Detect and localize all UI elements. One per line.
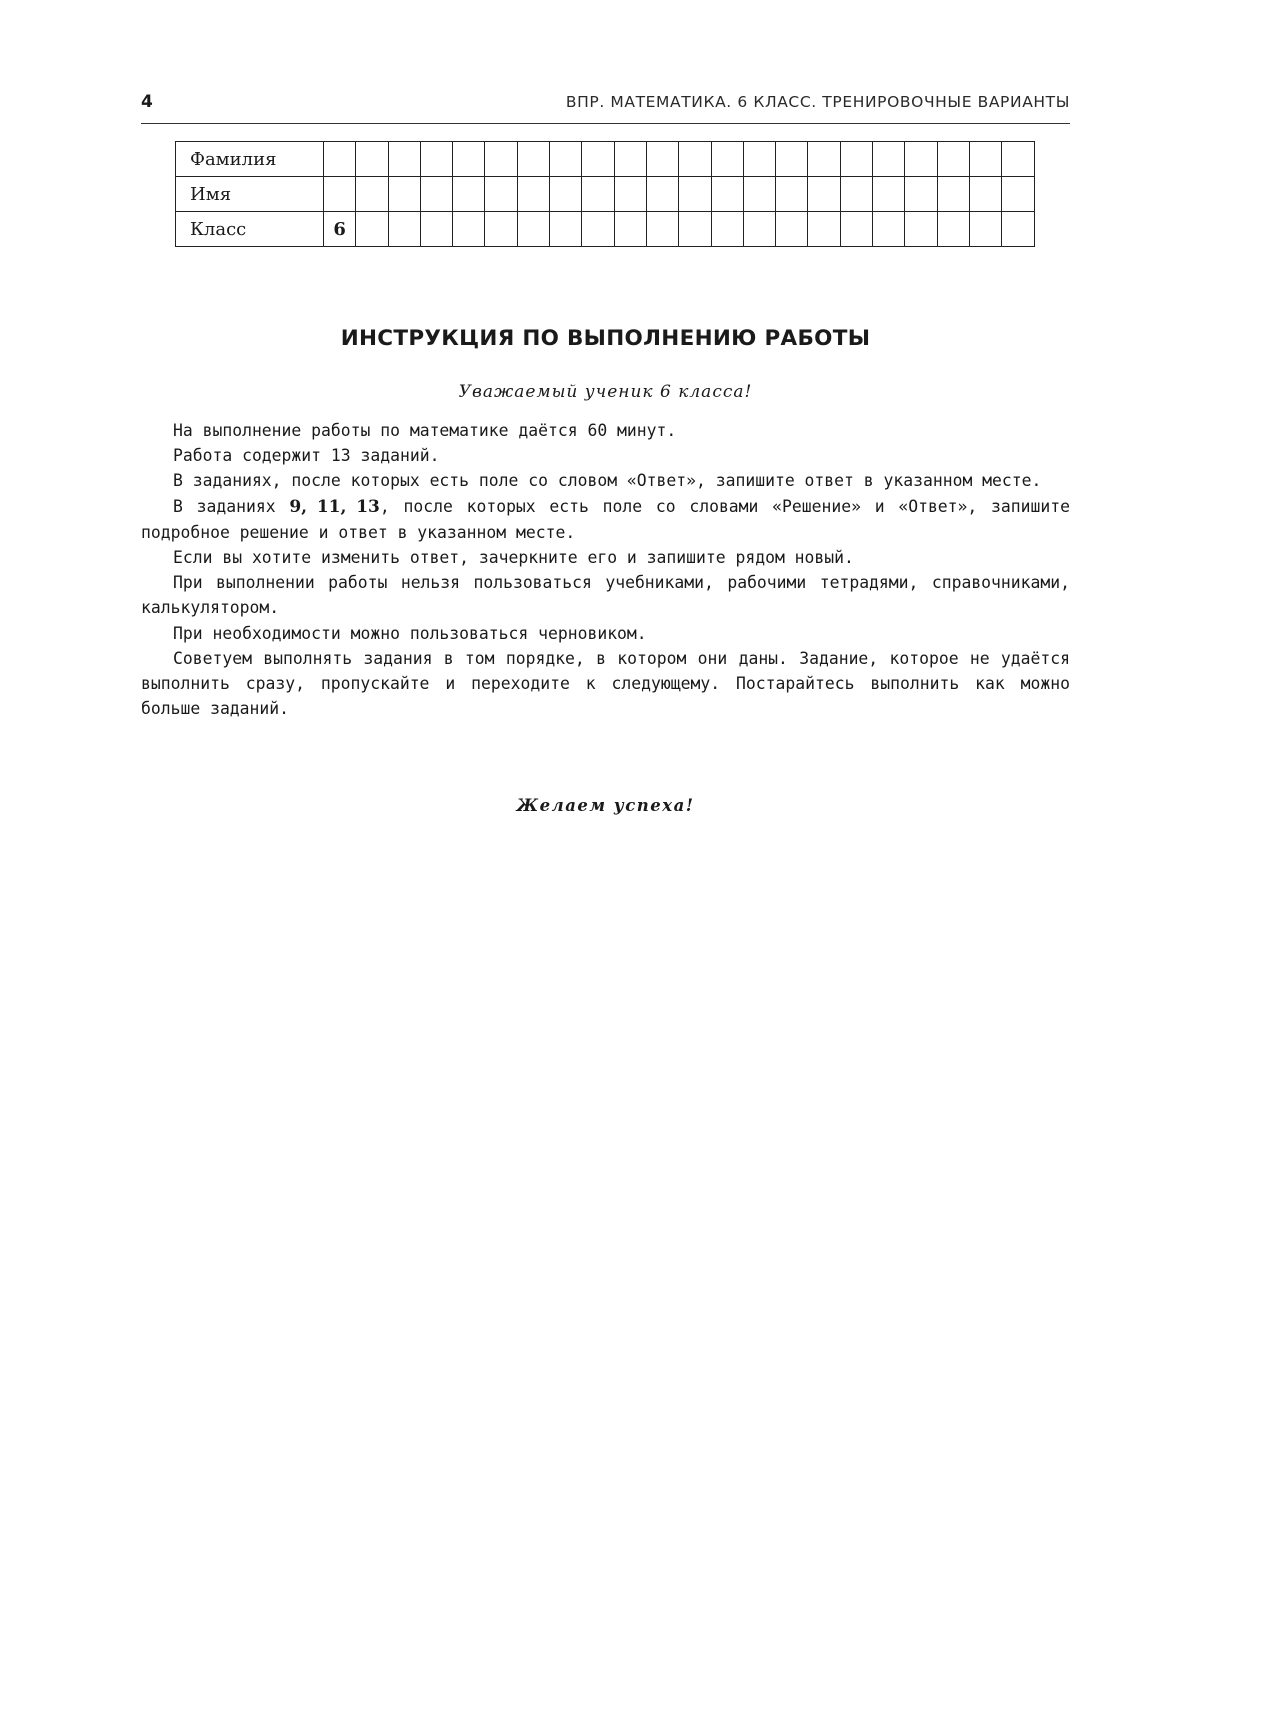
form-entry-cell[interactable] xyxy=(937,212,969,247)
instruction-text: , после которых есть поле со словами «Решение» и «Ответ», запишите подробное решение и ответ в указанном месте. xyxy=(141,496,1070,542)
instruction-solution-tasks xyxy=(141,494,1070,545)
form-entry-cell[interactable] xyxy=(517,212,549,247)
instruction-text: В заданиях xyxy=(173,496,290,516)
form-entry-cell[interactable] xyxy=(550,177,582,212)
form-entry-cell[interactable] xyxy=(679,142,711,177)
form-entry-cell[interactable] xyxy=(711,212,743,247)
instructions-body xyxy=(141,418,1070,721)
form-entry-cell[interactable] xyxy=(550,212,582,247)
form-entry-cell[interactable] xyxy=(1002,142,1034,177)
form-entry-cell[interactable] xyxy=(776,177,808,212)
form-entry-cell[interactable] xyxy=(969,212,1001,247)
form-row xyxy=(176,177,1035,212)
form-entry-cell[interactable] xyxy=(582,142,614,177)
form-entry-cell[interactable] xyxy=(356,142,388,177)
form-row xyxy=(176,212,1035,247)
form-entry-cell[interactable] xyxy=(356,177,388,212)
form-entry-cell[interactable] xyxy=(420,212,452,247)
form-entry-cell[interactable] xyxy=(679,212,711,247)
form-row xyxy=(176,142,1035,177)
form-entry-cell[interactable] xyxy=(388,212,420,247)
form-entry-cell[interactable] xyxy=(614,177,646,212)
form-entry-cell[interactable] xyxy=(743,177,775,212)
instruction-time: На выполнение работы по математике даётся 60 минут. xyxy=(173,421,677,440)
instruction-task-count: Работа содержит 13 заданий. xyxy=(173,446,440,466)
book-title: ВПР. МАТЕМАТИКА. 6 КЛАСС. ТРЕНИРОВОЧНЫЕ ВАРИАНТЫ xyxy=(565,93,1070,111)
form-entry-cell[interactable] xyxy=(905,177,937,212)
student-info-form xyxy=(175,141,1035,247)
form-entry-cell[interactable] xyxy=(485,212,517,247)
form-entry-cell[interactable]: 6 xyxy=(324,212,356,247)
form-entry-cell[interactable] xyxy=(873,142,905,177)
form-entry-cell[interactable] xyxy=(840,142,872,177)
form-entry-cell[interactable] xyxy=(324,142,356,177)
instructions-heading: ИНСТРУКЦИЯ ПО ВЫПОЛНЕНИЮ РАБОТЫ xyxy=(340,326,871,351)
form-entry-cell[interactable] xyxy=(937,142,969,177)
form-entry-cell[interactable] xyxy=(808,212,840,247)
form-entry-cell[interactable] xyxy=(808,142,840,177)
instruction-change-answer: Если вы хотите изменить ответ, зачеркните его и запишите рядом новый. xyxy=(173,548,854,568)
form-entry-cell[interactable] xyxy=(679,177,711,212)
form-entry-cell[interactable] xyxy=(743,142,775,177)
form-entry-cell[interactable] xyxy=(453,177,485,212)
task-numbers: 9, 11, 13 xyxy=(289,496,380,517)
form-entry-cell[interactable] xyxy=(711,177,743,212)
form-entry-cell[interactable] xyxy=(388,142,420,177)
form-entry-cell[interactable] xyxy=(776,142,808,177)
form-entry-cell[interactable] xyxy=(969,142,1001,177)
form-entry-cell[interactable] xyxy=(517,177,549,212)
form-entry-cell[interactable] xyxy=(420,142,452,177)
form-entry-cell[interactable] xyxy=(905,212,937,247)
form-entry-cell[interactable] xyxy=(582,212,614,247)
form-entry-cell[interactable] xyxy=(937,177,969,212)
form-entry-cell[interactable] xyxy=(453,212,485,247)
form-entry-cell[interactable] xyxy=(743,212,775,247)
form-entry-cell[interactable] xyxy=(356,212,388,247)
form-entry-cell[interactable] xyxy=(646,142,678,177)
form-entry-cell[interactable] xyxy=(873,212,905,247)
form-label: Имя xyxy=(176,177,324,212)
closing-wish: Желаем успеха! xyxy=(516,796,695,815)
form-entry-cell[interactable] xyxy=(614,142,646,177)
form-entry-cell[interactable] xyxy=(324,177,356,212)
form-entry-cell[interactable] xyxy=(646,212,678,247)
instruction-answer-field: В заданиях, после которых есть поле со словом «Ответ», запишите ответ в указанном месте. xyxy=(173,471,1042,491)
form-entry-cell[interactable] xyxy=(388,177,420,212)
form-entry-cell[interactable] xyxy=(420,177,452,212)
form-entry-cell[interactable] xyxy=(776,212,808,247)
form-entry-cell[interactable] xyxy=(711,142,743,177)
form-entry-cell[interactable] xyxy=(582,177,614,212)
greeting: Уважаемый ученик 6 класса! xyxy=(458,382,753,402)
form-entry-cell[interactable] xyxy=(840,212,872,247)
instruction-draft: При необходимости можно пользоваться черновиком. xyxy=(173,623,647,643)
instruction-forbidden-aids: При выполнении работы нельзя пользоваться учебниками, рабочими тетрадями, справочниками, калькулятором. xyxy=(141,573,1070,618)
form-entry-cell[interactable] xyxy=(840,177,872,212)
form-entry-cell[interactable] xyxy=(873,177,905,212)
form-entry-cell[interactable] xyxy=(1002,212,1034,247)
form-entry-cell[interactable] xyxy=(485,142,517,177)
form-entry-cell[interactable] xyxy=(905,142,937,177)
form-label: Фамилия xyxy=(176,142,324,177)
form-label: Класс xyxy=(176,212,324,247)
form-entry-cell[interactable] xyxy=(808,177,840,212)
form-entry-cell[interactable] xyxy=(485,177,517,212)
form-entry-cell[interactable] xyxy=(646,177,678,212)
running-head xyxy=(141,92,1070,118)
header-rule xyxy=(141,123,1070,124)
instruction-order-advice: Советуем выполнять задания в том порядке, в котором они даны. Задание, которое не удаётся выполнить сразу, пропускайте и переходите к следующему. Постарайтесь выполнить как можно больше заданий. xyxy=(141,648,1070,719)
form-entry-cell[interactable] xyxy=(453,142,485,177)
form-entry-cell[interactable] xyxy=(517,142,549,177)
page-number: 4 xyxy=(141,92,153,112)
form-entry-cell[interactable] xyxy=(969,177,1001,212)
form-entry-cell[interactable] xyxy=(614,212,646,247)
form-entry-cell[interactable] xyxy=(1002,177,1034,212)
form-entry-cell[interactable] xyxy=(550,142,582,177)
